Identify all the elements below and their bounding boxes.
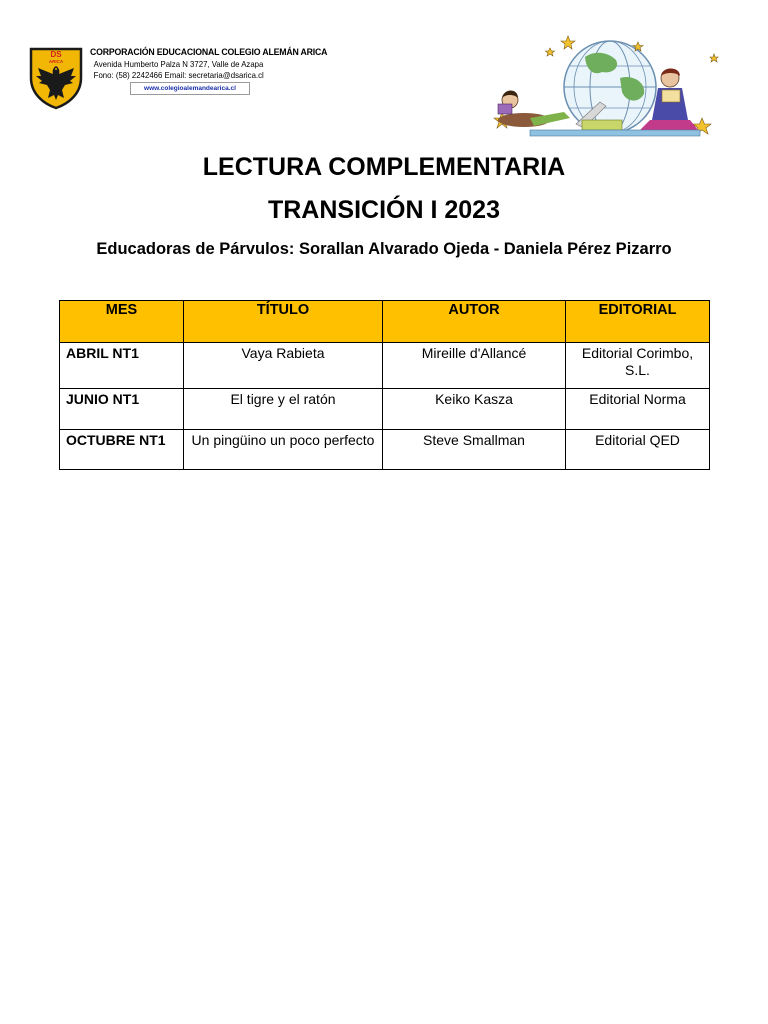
school-website: www.colegioalemandearica.cl xyxy=(130,82,250,95)
document-subtitle: TRANSICIÓN I 2023 xyxy=(267,196,500,224)
cell-autor: Mireille d'Allancé xyxy=(383,343,566,389)
cell-editorial: Editorial Corimbo, S.L. xyxy=(566,343,710,389)
cell-editorial: Editorial QED xyxy=(566,430,710,470)
column-header-titulo: TÍTULO xyxy=(184,301,383,343)
school-contact: Fono: (58) 2242466 Email: secretaria@dsarica.cl xyxy=(93,70,264,80)
table-header-row xyxy=(60,301,710,343)
cell-autor: Keiko Kasza xyxy=(383,389,566,430)
table-row xyxy=(60,430,710,470)
school-address: Avenida Humberto Palza N 3727, Valle de Azapa xyxy=(93,59,264,69)
svg-text:ARICA: ARICA xyxy=(48,59,64,64)
svg-text:DS: DS xyxy=(50,50,62,59)
cell-titulo: El tigre y el ratón xyxy=(184,389,383,430)
cell-titulo: Vaya Rabieta xyxy=(184,343,383,389)
cell-mes: JUNIO NT1 xyxy=(60,389,184,430)
column-header-mes: MES xyxy=(60,301,184,343)
cell-titulo: Un pingüino un poco perfecto xyxy=(184,430,383,470)
cell-mes: OCTUBRE NT1 xyxy=(60,430,184,470)
educators-line: Educadoras de Párvulos: Sorallan Alvarado Ojeda - Daniela Pérez Pizarro xyxy=(96,240,672,258)
reading-children-globe-illustration xyxy=(490,32,722,142)
letterhead xyxy=(0,0,768,150)
cell-autor: Steve Smallman xyxy=(383,430,566,470)
cell-mes: ABRIL NT1 xyxy=(60,343,184,389)
school-name: CORPORACIÓN EDUCACIONAL COLEGIO ALEMÁN ARICA xyxy=(90,47,328,58)
cell-editorial: Editorial Norma xyxy=(566,389,710,430)
school-crest-logo xyxy=(28,46,84,110)
table-row xyxy=(60,389,710,430)
school-info xyxy=(90,47,328,95)
table-row xyxy=(60,343,710,389)
column-header-editorial: EDITORIAL xyxy=(566,301,710,343)
document-title: LECTURA COMPLEMENTARIA xyxy=(202,153,566,181)
column-header-autor: AUTOR xyxy=(383,301,566,343)
reading-list-table xyxy=(59,300,710,470)
